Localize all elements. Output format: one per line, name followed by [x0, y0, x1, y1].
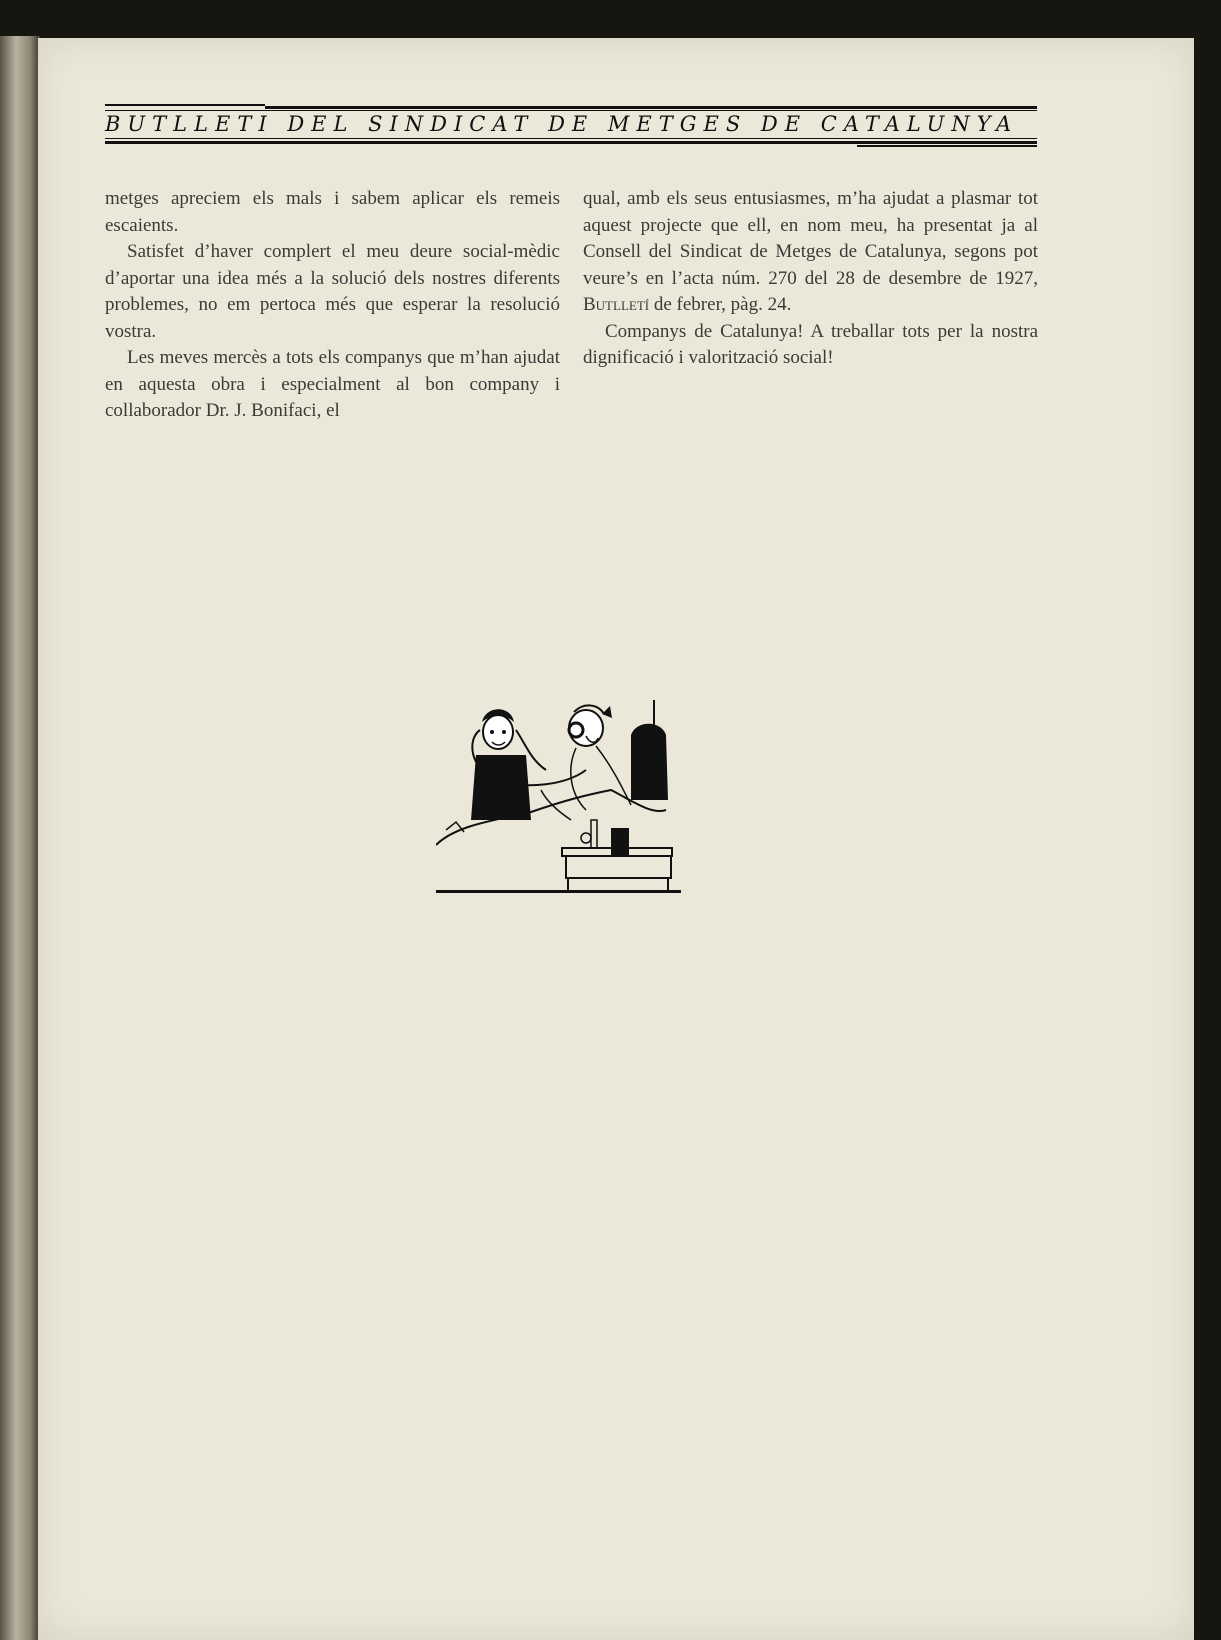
- right-column: [583, 186, 1038, 372]
- header-rule-bottom: [105, 141, 1037, 144]
- header-rule-top-left: [105, 104, 265, 106]
- left-paragraph-1: metges apreciem els mals i sabem aplicar els remeis escaients.: [105, 188, 560, 236]
- header-rule-top-thin: [105, 110, 1037, 111]
- book-spine-edge: [0, 36, 40, 1640]
- right-paragraph-1-text: qual, amb els seus entusiasmes, m’ha ajudat a plasmar tot aquest projecte que ell, en nom meu, ha presentat ja al Consell del Sindicat de Metges de Catalunya, segons pot veure’s en l’acta núm. 270 del 28 de desembre de 1927,: [583, 188, 1038, 289]
- right-paragraph-2: Companys de Catalunya! A treballar tots per la nostra dignificació i valorització social!: [583, 320, 1038, 368]
- butlleti-smallcaps: Butlletí: [583, 294, 650, 315]
- header-rule-bottom-thin: [105, 138, 1037, 139]
- header-title: BUTLLETI DEL SINDICAT DE METGES DE CATALUNYA: [105, 112, 1019, 136]
- right-paragraph-1: [583, 186, 1038, 319]
- left-paragraph-2: Satisfet d’haver complert el meu deure social-mèdic d’aportar una idea més a la solució dels nostres diferents problemes, no em pertoca més que esperar la resolució vostra.: [105, 241, 560, 342]
- right-paragraph-1-tail: de febrer, pàg. 24.: [649, 294, 792, 315]
- doctor-listening-radio-illustration: [436, 700, 698, 905]
- header-rule-top: [265, 106, 1037, 109]
- left-column: [105, 186, 560, 425]
- left-paragraph-3: Les meves mercès a tots els companys que m’han ajudat en aquesta obra i especialment al bon company i collaborador Dr. J. Bonifaci, el: [105, 347, 560, 421]
- running-header: [105, 104, 1037, 156]
- header-rule-bottom-right: [857, 145, 1037, 147]
